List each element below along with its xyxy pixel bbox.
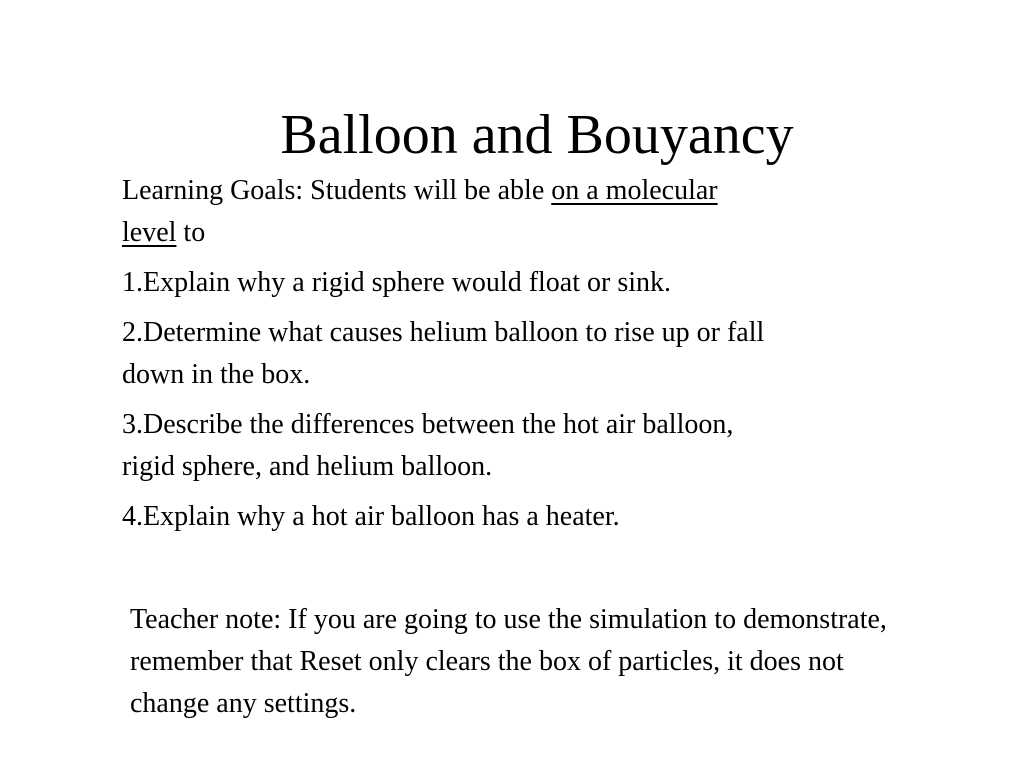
teacher-note: Teacher note: If you are going to use the simulation to demonstrate, remember that Reset only clears the box of particles, it does not change any settings. — [130, 604, 887, 719]
learning-goals-underlined: on a molecular level — [122, 175, 718, 248]
goal-item-3: 3.Describe the differences between the hot air balloon, rigid sphere, and helium balloon. — [122, 409, 734, 482]
goal-item-4: 4.Explain why a hot air balloon has a heater. — [122, 501, 620, 532]
goal-item-1: 1.Explain why a rigid sphere would float or sink. — [122, 267, 672, 298]
learning-goals-suffix: to — [176, 217, 206, 248]
learning-goals-intro — [122, 170, 722, 254]
learning-goals-prefix: Learning Goals: Students will be able — [122, 175, 552, 206]
goal-item-2: 2.Determine what causes helium balloon to rise up or fall down in the box. — [122, 317, 765, 390]
slide-title: Balloon and Bouyancy — [280, 104, 794, 166]
learning-goals-section — [122, 170, 822, 546]
